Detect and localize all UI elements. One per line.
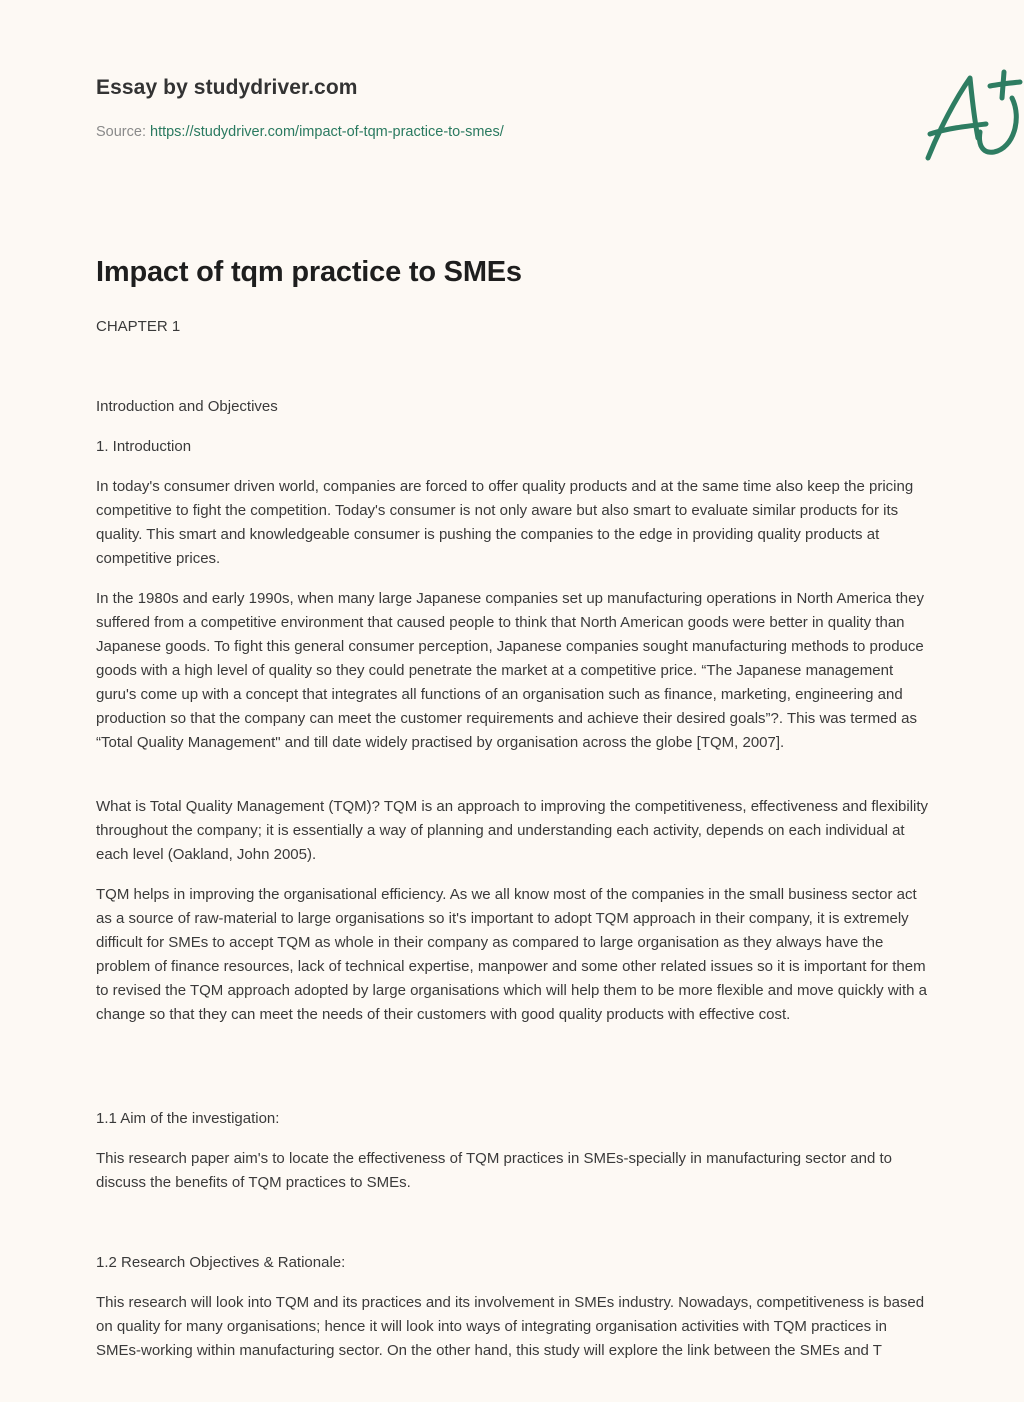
- objectives-paragraph: This research will look into TQM and its practices and its involvement in SMEs industry. Nowadays, competitiveness is based on quality for many organisations; hence it will look into ways of integrating organisation activities with TQM practices in SMEs-working within manufacturing sector. On the other hand, this study will explore the link between the SMEs and T: [96, 1294, 925, 1359]
- paragraph: TQM helps in improving the organisational efficiency. As we all know most of the companies in the small business sector act as a source of raw-material to large organisations so it's important to adopt TQM approach in their company, it is extremely difficult for SMEs to accept TQM as whole in their company as compared to large organisation as they always have the problem of finance resources, lack of technical expertise, manpower and some other related issues so it is important for them to revised the TQM approach adopted by large organisations which will help them to be more flexible and move quickly with a change so that they can meet the needs of their customers with good quality products with effective cost.: [96, 886, 927, 1023]
- a-plus-grade-icon: [918, 68, 1024, 168]
- intro-heading: 1. Introduction: [96, 438, 192, 455]
- chapter-label: CHAPTER 1: [96, 318, 181, 335]
- paragraph: What is Total Quality Management (TQM)? TQM is an approach to improving the competitiveness, effectiveness and flexibility throughout the company; it is essentially a way of planning and understanding each activity, depends on each individual at each level (Oakland, John 2005).: [96, 798, 929, 863]
- source-line: [96, 124, 504, 140]
- paragraph: In today's consumer driven world, companies are forced to offer quality products and at the same time also keep the pricing competitive to fight the competition. Today's consumer is not only aware but also smart to evaluate similar products for its quality. This smart and knowledgeable consumer is pushing the companies to the edge in providing quality products at competitive prices.: [96, 478, 914, 567]
- source-link[interactable]: https://studydriver.com/impact-of-tqm-practice-to-smes/: [150, 124, 504, 140]
- section-heading: Introduction and Objectives: [96, 398, 278, 415]
- source-label: Source:: [96, 124, 150, 140]
- objectives-heading: 1.2 Research Objectives & Rationale:: [96, 1254, 346, 1271]
- paragraph: In the 1980s and early 1990s, when many large Japanese companies set up manufacturing operations in North America they suffered from a competitive environment that caused people to think that North American goods were better in quality than Japanese goods. To fight this general consumer perception, Japanese companies sought manufacturing methods to produce goods with a high level of quality so they could penetrate the market at a competitive price. “The Japanese management guru's come up with a concept that integrates all functions of an organisation such as finance, marketing, engineering and production so that the company can meet the customer requirements and achieve their desired goals”?. This was termed as “Total Quality Management" and till date widely practised by organisation across the globe [TQM, 2007].: [96, 590, 924, 751]
- document-title: Impact of tqm practice to SMEs: [96, 256, 522, 288]
- aim-heading: 1.1 Aim of the investigation:: [96, 1110, 280, 1127]
- aim-paragraph: This research paper aim's to locate the effectiveness of TQM practices in SMEs-specially in manufacturing sector and to discuss the benefits of TQM practices to SMEs.: [96, 1150, 893, 1191]
- site-title: Essay by studydriver.com: [96, 76, 358, 99]
